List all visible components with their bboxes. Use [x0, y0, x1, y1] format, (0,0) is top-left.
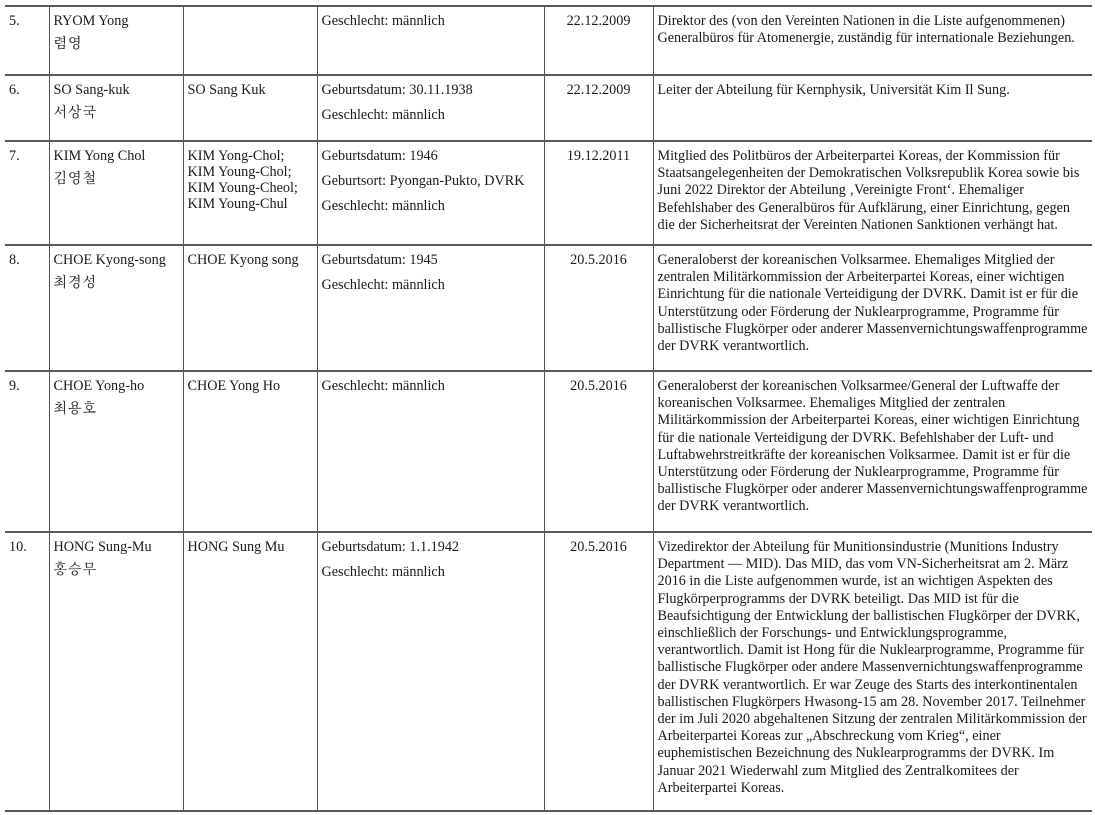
identifying-info-cell	[317, 6, 544, 75]
name-cell	[49, 245, 183, 371]
identifying-info-cell	[317, 371, 544, 532]
id-info-line: Geschlecht: männlich	[321, 277, 445, 294]
person-name: CHOE Yong-ho	[53, 378, 145, 394]
person-name-korean: 서상국	[53, 105, 98, 122]
listing-date: 22.12.2009	[544, 6, 653, 75]
person-name-korean: 홍승무	[53, 562, 98, 579]
sanctions-list-table	[5, 5, 1092, 812]
identifying-info-cell	[317, 75, 544, 141]
person-name: SO Sang-kuk	[53, 82, 130, 98]
alias-cell: HONG Sung Mu	[183, 532, 317, 811]
id-info-line: Geburtsdatum: 1946	[321, 148, 438, 164]
table-row	[5, 532, 1092, 811]
entry-number: 5.	[5, 6, 49, 75]
name-cell	[49, 141, 183, 245]
person-name-korean: 최경성	[53, 275, 98, 292]
person-name: KIM Yong Chol	[53, 148, 146, 164]
entry-number: 10.	[5, 532, 49, 811]
alias-cell: SO Sang Kuk	[183, 75, 317, 141]
id-info-line: Geburtsdatum: 1.1.1942	[321, 539, 460, 555]
listing-date: 19.12.2011	[544, 141, 653, 245]
reasons-cell: Leiter der Abteilung für Kernphysik, Universität Kim Il Sung.	[653, 75, 1092, 141]
reasons-cell: Direktor des (von den Vereinten Nationen in die Liste aufgenommenen) Generalbüros für Atomenergie, zuständig für internationale Beziehungen.	[653, 6, 1092, 75]
name-cell	[49, 371, 183, 532]
alias-cell	[183, 6, 317, 75]
person-name-korean: 김영철	[53, 171, 98, 188]
table-row	[5, 6, 1092, 75]
entry-number: 9.	[5, 371, 49, 532]
identifying-info-cell	[317, 532, 544, 811]
id-info-line: Geburtsort: Pyongan-Pukto, DVRK	[321, 173, 525, 190]
table-row	[5, 141, 1092, 245]
person-name-korean: 최용호	[53, 401, 98, 418]
identifying-info-cell	[317, 245, 544, 371]
listing-date: 20.5.2016	[544, 245, 653, 371]
reasons-cell: Generaloberst der koreanischen Volksarmee. Ehemaliges Mitglied der zentralen Militärkommission der Arbeiterpartei Koreas, einer wichtigen Einrichtung für die nationale Verteidigung der DVRK. Damit ist er für die Unterstützung oder Förderung der Nuklearprogramme, Programme für ballistische Flugkörper oder anderer Massenvernichtungswaffenprogramme der DVRK verantwortlich.	[653, 245, 1092, 371]
id-info-line: Geburtsdatum: 30.11.1938	[321, 82, 473, 98]
id-info-line: Geschlecht: männlich	[321, 198, 445, 215]
id-info-line: Geschlecht: männlich	[321, 13, 445, 29]
person-name: RYOM Yong	[53, 13, 129, 29]
person-name-korean: 렴영	[53, 36, 83, 53]
id-info-line: Geschlecht: männlich	[321, 378, 445, 394]
reasons-cell: Mitglied des Politbüros der Arbeiterpartei Koreas, der Kommission für Staatsangelegenheiten der Demokratischen Volksrepublik Korea sowie bis Juni 2022 Direktor der Abteilung ‚Vereinigte Front‘. Ehemaliger Befehlshaber des Generalbüros für Aufklärung, einer Einrichtung, gegen die der Sicherheitsrat der Vereinten Nationen Sanktionen verhängt hat.	[653, 141, 1092, 245]
entry-number: 6.	[5, 75, 49, 141]
name-cell	[49, 6, 183, 75]
id-info-line: Geburtsdatum: 1945	[321, 252, 438, 268]
alias-cell: KIM Yong-Chol; KIM Young-Chol; KIM Young-Cheol; KIM Young-Chul	[183, 141, 317, 245]
listing-date: 20.5.2016	[544, 371, 653, 532]
table-row	[5, 245, 1092, 371]
person-name: HONG Sung-Mu	[53, 539, 152, 555]
id-info-line: Geschlecht: männlich	[321, 107, 445, 124]
entry-number: 7.	[5, 141, 49, 245]
name-cell	[49, 532, 183, 811]
id-info-line: Geschlecht: männlich	[321, 564, 445, 581]
listing-date: 20.5.2016	[544, 532, 653, 811]
reasons-cell: Generaloberst der koreanischen Volksarmee/General der Luftwaffe der koreanischen Volksarmee. Ehemaliges Mitglied der zentralen Militärkommission der Arbeiterpartei Koreas, einer wichtigen Einrichtung für die nationale Verteidigung der DVRK. Befehlshaber der Luft- und Luftabwehrstreitkräfte der koreanischen Volksarmee. Damit ist er für die Unterstützung oder Förderung der Nuklearprogramme, Programme für ballistische Flugkörper oder anderer Massenvernichtungswaffenprogramme der DVRK verantwortlich.	[653, 371, 1092, 532]
alias-cell: CHOE Yong Ho	[183, 371, 317, 532]
reasons-cell: Vizedirektor der Abteilung für Munitionsindustrie (Munitions Industry Department — MID). Das MID, das vom VN-Sicherheitsrat am 2. März 2016 in die Liste aufgenommen wurde, ist an wichtigen Aspekten des Flugkörperprogramms der DVRK beteiligt. Das MID ist für die Beaufsichtigung der Entwicklung der ballistischen Flugkörper der DVRK, einschließlich der Forschungs- und Entwicklungsprogramme, verantwortlich. Damit ist Hong für die Nuklearprogramme, Programme für ballistische Flugkörper oder andere Massenvernichtungswaffenprogramme der DVRK verantwortlich. Er war Zeuge des Starts des interkontinentalen ballistischen Flugkörpers Hwasong-15 am 28. November 2017. Teilnehmer der im Juli 2020 abgehaltenen Sitzung der zentralen Militärkommission der Arbeiterpartei Koreas zur „Abschreckung vom Krieg“, einer euphemistischen Bezeichnung des Nuklearprogramms der DVRK. Im Januar 2021 Wiederwahl zum Mitglied des Zentralkomitees der Arbeiterpartei Koreas.	[653, 532, 1092, 811]
table-row	[5, 75, 1092, 141]
identifying-info-cell	[317, 141, 544, 245]
table-row	[5, 371, 1092, 532]
alias-cell: CHOE Kyong song	[183, 245, 317, 371]
entry-number: 8.	[5, 245, 49, 371]
name-cell	[49, 75, 183, 141]
listing-date: 22.12.2009	[544, 75, 653, 141]
person-name: CHOE Kyong-song	[53, 252, 166, 268]
